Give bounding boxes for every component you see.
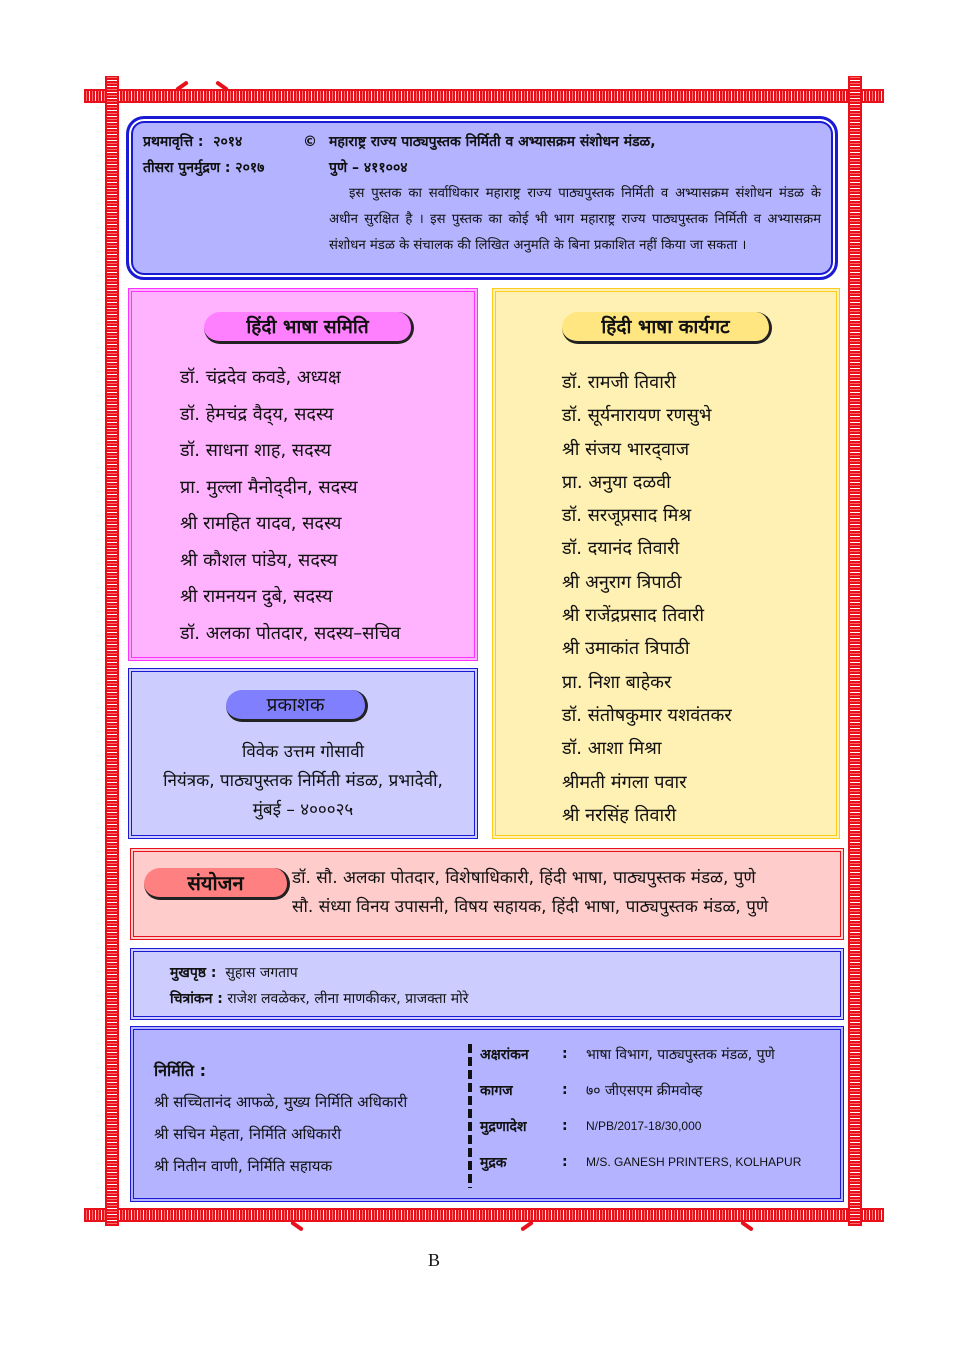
production-title: निर्मिति : (154, 1061, 206, 1080)
list-item: श्री सच्चितानंद आफळे, मुख्य निर्मिति अधिकारी (154, 1093, 408, 1111)
reprint-year: २०१७ (235, 160, 265, 176)
production-members (154, 1056, 407, 1182)
twig-icon (290, 1220, 304, 1231)
illustration-value: राजेश लवळेकर, लीना माणकीकर, प्राजक्ता मोरे (227, 991, 469, 1007)
dashed-divider (468, 1044, 472, 1188)
illustration-credit (170, 986, 468, 1012)
detail-colon: : (562, 1154, 568, 1170)
reprint-label: तीसरा पुनर्मुद्रण : (143, 160, 231, 176)
working-group-list (562, 366, 732, 832)
list-item: श्री अनुराग त्रिपाठी (562, 571, 682, 593)
list-item: डॉ. दयानंद तिवारी (562, 538, 680, 560)
detail-row (480, 1036, 801, 1072)
coordination-title: संयोजन (144, 868, 290, 900)
frame-left (105, 76, 119, 1226)
publisher-title: प्रकाशक (226, 690, 368, 722)
copyright-symbol: © (303, 134, 317, 150)
cover-value: सुहास जगताप (225, 965, 298, 981)
detail-value: N/PB/2017-18/30,000 (586, 1119, 702, 1133)
list-item: श्री सचिन मेहता, निर्मिति अधिकारी (154, 1125, 342, 1143)
detail-label: अक्षरांकन (480, 1046, 529, 1063)
list-item: डॉ. साधना शाह, सदस्य (180, 440, 332, 461)
publisher-address: मुंबई – ४०००२५ (252, 800, 354, 820)
twig-icon (520, 1220, 534, 1231)
detail-label: कागज (480, 1082, 513, 1099)
coordination-list (292, 864, 768, 922)
reprint-info (143, 155, 303, 181)
coordination-box (130, 848, 844, 940)
committee-list (180, 360, 401, 652)
detail-colon: : (562, 1118, 568, 1134)
twig-icon (740, 1220, 754, 1231)
list-item: श्री संजय भारद्‌वाज (562, 438, 690, 460)
publisher-box (128, 668, 478, 839)
list-item: डॉ. सरजूप्रसाद मिश्र (562, 505, 692, 527)
detail-row (480, 1108, 801, 1144)
production-box (130, 1026, 844, 1202)
detail-label: मुद्रक (480, 1154, 507, 1171)
list-item: डॉ. अलका पोतदार, सदस्य–सचिव (180, 622, 401, 644)
list-item: श्री राजेंद्रप्रसाद तिवारी (562, 605, 705, 627)
list-item: श्री रामहित यादव, सदस्य (180, 513, 342, 534)
detail-row (480, 1072, 801, 1108)
detail-colon: : (562, 1046, 568, 1062)
detail-colon: : (562, 1082, 568, 1098)
production-details (480, 1036, 801, 1180)
publisher-line1: महाराष्ट्र राज्य पाठ्यपुस्तक निर्मिती व अभ्यासक्रम संशोधन मंडळ, (329, 134, 656, 150)
list-item: डॉ. चंद्रदेव कवडे, अध्यक्ष (180, 367, 341, 388)
frame-bottom (84, 1208, 884, 1222)
list-item: प्रा. निशा बाहेकर (562, 671, 672, 693)
working-group-box (492, 288, 840, 839)
frame-top (84, 89, 884, 103)
detail-value: भाषा विभाग, पाठ्यपुस्तक मंडळ, पुणे (586, 1046, 775, 1063)
cover-credit (170, 960, 468, 986)
list-item: सौ. संध्या विनय उपासनी, विषय सहायक, हिंदी भाषा, पाठ्यपुस्तक मंडळ, पुणे (292, 897, 769, 917)
detail-row (480, 1144, 801, 1180)
spacer (303, 155, 329, 181)
credits-list (170, 960, 468, 1012)
list-item: श्री कौशल पांडेय, सदस्य (180, 549, 338, 571)
publisher-line2: पुणे – ४११००४ (329, 160, 408, 176)
detail-label: मुद्रणादेश (480, 1118, 527, 1135)
edition-info (143, 129, 303, 155)
list-item: प्रा. मुल्ला मैनोद्‌दीन, सदस्य (180, 476, 358, 498)
frame-right (848, 76, 862, 1226)
detail-value: ७० जीएसएम क्रीमवोव्ह (586, 1082, 703, 1099)
committee-box (128, 288, 478, 661)
list-item: डॉ. आशा मिश्रा (562, 738, 662, 760)
credits-box (130, 948, 844, 1020)
list-item: श्री रामनयन दुबे, सदस्य (180, 586, 333, 607)
illustration-label: चित्रांकन : (170, 991, 223, 1007)
detail-value: M/S. GANESH PRINTERS, KOLHAPUR (586, 1155, 802, 1169)
list-item: डॉ. रामजी तिवारी (562, 372, 676, 393)
edition-year: २०१४ (213, 134, 243, 150)
list-item: डॉ. सौ. अलका पोतदार, विशेषाधिकारी, हिंदी भाषा, पाठ्यपुस्तक मंडळ, पुणे (292, 868, 756, 888)
list-item: प्रा. अनुया दळवी (562, 471, 671, 493)
list-item: श्री उमाकांत त्रिपाठी (562, 638, 690, 660)
publisher-designation: नियंत्रक, पाठ्यपुस्तक निर्मिती मंडळ, प्रभादेवी, (163, 771, 443, 791)
list-item: श्री नितीन वाणी, निर्मिति सहायक (154, 1157, 332, 1175)
list-item: डॉ. संतोषकुमार यशवंतकर (562, 704, 732, 726)
list-item: श्री नरसिंह तिवारी (562, 804, 677, 826)
cover-label: मुखपृष्ठ : (170, 965, 217, 981)
publisher-name: विवेक उत्तम गोसावी (241, 742, 365, 762)
list-item: डॉ. हेमचंद्र वैद्‌य, सदस्य (180, 403, 334, 425)
copyright-box (126, 116, 838, 280)
committee-title: हिंदी भाषा समिति (204, 312, 414, 344)
list-item: डॉ. सूर्यनारायण रणसुभे (562, 405, 712, 427)
working-group-title: हिंदी भाषा कार्यगट (562, 312, 772, 344)
page-number: B (427, 1250, 440, 1270)
edition-label: प्रथमावृत्ति : (143, 134, 204, 150)
copyright-notice: इस पुस्तक का सर्वाधिकार महाराष्ट्र राज्य पाठ्यपुस्तक निर्मिती व अभ्यासक्रम संशोधन मंडळ के अधीन सुरक्षित है । इस पुस्तक का कोई भी भाग महाराष्ट्र राज्य पाठ्यपुस्तक निर्मिती व अभ्यासक्रम संशोधन मंडळ के संचालक की लिखित अनुमति के बिना प्रकाशित नहीं किया जा सकता । (329, 186, 821, 253)
list-item: श्रीमती मंगला पवार (562, 771, 687, 793)
